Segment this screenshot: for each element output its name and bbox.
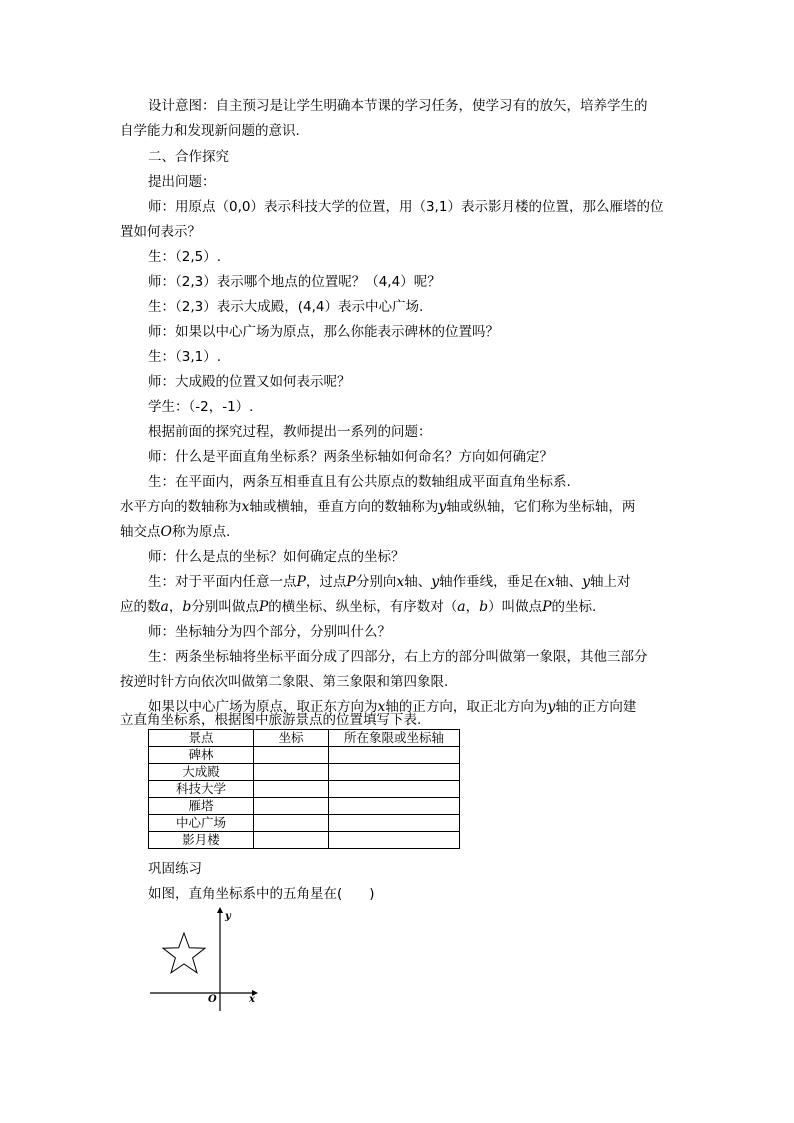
text-span: ， <box>168 599 183 615</box>
text-span: 轴或横轴，垂直方向的数轴称为 <box>249 499 439 515</box>
teacher-line-7: 师：坐标轴分为四个部分，分别叫什么？ <box>148 624 391 640</box>
var-b: b <box>479 599 489 615</box>
design-intent-line-1: 设计意图：自主预习是让学生明确本节课的学习任务，使学习有的放矢，培养学生的 <box>148 98 648 114</box>
table-cell-spot: 中心广场 <box>149 815 254 832</box>
star-shape <box>163 933 205 973</box>
table-cell-spot: 大成殿 <box>149 764 254 781</box>
text-span: 的横坐标、纵坐标，有序数对（ <box>268 599 458 615</box>
text-span: 轴作垂线，垂足在 <box>439 574 548 590</box>
var-x: x <box>547 574 556 590</box>
student-line-7b: 按逆时针方向依次叫做第二象限、第三象限和第四象限. <box>120 674 449 690</box>
text-span: 轴上对 <box>590 574 631 590</box>
text-span: 如果以中心广场为原点，取正东方向为 <box>148 699 378 715</box>
text-span: 轴、 <box>555 574 583 590</box>
practice-title: 巩固练习 <box>148 861 202 877</box>
var-b: b <box>182 599 192 615</box>
student-line-5b <box>120 497 635 517</box>
table-header-cell: 景点 <box>149 730 254 747</box>
var-a: a <box>457 599 466 615</box>
var-y: y <box>431 574 440 590</box>
table-header-cell: 所在象限或坐标轴 <box>329 730 460 747</box>
var-y: y <box>547 699 556 715</box>
table-row <box>149 798 460 815</box>
table-cell-empty <box>329 798 460 815</box>
section-title: 二、合作探究 <box>148 149 229 165</box>
teacher-line-5: 师：什么是平面直角坐标系？两条坐标轴如何命名？方向如何确定？ <box>148 449 553 465</box>
teacher-line-6: 师：什么是点的坐标？如何确定点的坐标？ <box>148 549 405 565</box>
practice-question: 如图，直角坐标系中的五角星在( ) <box>148 886 375 902</box>
intro-questions: 根据前面的探究过程，教师提出一系列的问题： <box>148 424 432 440</box>
scenic-spots-table <box>148 729 460 849</box>
student-line-2: 生：（2,3）表示大成殿，(4,4）表示中心广场. <box>148 299 424 315</box>
text-span: 轴的正方向建 <box>555 699 637 715</box>
var-y: y <box>438 499 447 515</box>
var-x: x <box>377 699 386 715</box>
var-O: O <box>160 524 172 540</box>
text-span: 轴或纵轴，它们称为坐标轴，两 <box>446 499 636 515</box>
var-x: x <box>241 499 250 515</box>
var-P: P <box>346 574 356 590</box>
table-cell-spot: 雁塔 <box>149 798 254 815</box>
text-span: ）叫做点 <box>488 599 543 615</box>
text-span: 轴交点 <box>120 524 161 540</box>
table-cell-empty <box>254 781 329 798</box>
x-axis-label: x <box>249 994 255 1005</box>
table-row <box>149 781 460 798</box>
var-P: P <box>542 599 552 615</box>
table-cell-empty <box>254 798 329 815</box>
table-cell-empty <box>254 815 329 832</box>
table-cell-empty <box>329 781 460 798</box>
table-cell-empty <box>329 764 460 781</box>
text-span: 轴、 <box>404 574 432 590</box>
var-P: P <box>258 599 269 615</box>
text-span: 分别向 <box>355 574 397 590</box>
var-y: y <box>582 574 590 590</box>
text-span: 轴的正方向，取正北方向为 <box>385 699 548 715</box>
teacher-line-1b: 置如何表示？ <box>120 224 201 240</box>
origin-label: O <box>208 994 217 1005</box>
student-line-6b <box>120 597 596 617</box>
text-span: 的坐标. <box>551 599 597 615</box>
teacher-line-1a: 师：用原点（0,0）表示科技大学的位置，用（3,1）表示影月楼的位置，那么雁塔的位 <box>148 199 664 215</box>
student-line-5a: 生：在平面内，两条互相垂直且有公共原点的数轴组成平面直角坐标系. <box>148 474 571 490</box>
y-axis-label: y <box>225 911 231 922</box>
text-span: 生：对于平面内任意一点 <box>148 574 297 590</box>
text-span: 分别叫做点 <box>191 599 259 615</box>
var-P: P <box>296 574 306 590</box>
table-cell-spot: 科技大学 <box>149 781 254 798</box>
coordinate-figure <box>148 903 268 1015</box>
design-intent-line-2: 自学能力和发现新问题的意识. <box>120 123 300 139</box>
table-cell-empty <box>254 832 329 849</box>
student-line-6a <box>148 572 631 592</box>
raise-question-heading: 提出问题： <box>148 174 216 190</box>
table-cell-empty <box>254 747 329 764</box>
teacher-line-3: 师：如果以中心广场为原点，那么你能表示碑林的位置吗？ <box>148 324 499 340</box>
text-span: 称为原点. <box>171 524 231 540</box>
teacher-line-2: 师：（2,3）表示哪个地点的位置呢？（4,4）呢？ <box>148 274 441 290</box>
teacher-line-4: 师：大成殿的位置又如何表示呢？ <box>148 374 351 390</box>
table-header-row <box>149 730 460 747</box>
table-cell-empty <box>329 747 460 764</box>
var-x: x <box>396 574 405 590</box>
task-line-2: 立直角坐标系，根据图中旅游景点的位置填写下表. <box>120 712 422 728</box>
var-a: a <box>160 599 169 615</box>
student-line-3: 生：（3,1）. <box>148 349 222 365</box>
table-cell-empty <box>329 832 460 849</box>
text-span: ，过点 <box>305 574 347 590</box>
y-axis-arrow <box>217 907 223 913</box>
text-span: 水平方向的数轴称为 <box>120 499 242 515</box>
student-line-5c <box>120 522 230 542</box>
table-row <box>149 832 460 849</box>
student-line-1: 生：（2,5）. <box>148 249 222 265</box>
student-line-7a: 生：两条坐标轴将坐标平面分成了四部分，右上方的部分叫做第一象限，其他三部分 <box>148 649 648 665</box>
text-span: ， <box>465 599 480 615</box>
text-span: 应的数 <box>120 599 161 615</box>
table-header-cell: 坐标 <box>254 730 329 747</box>
table-cell-spot: 碑林 <box>149 747 254 764</box>
table-cell-empty <box>254 764 329 781</box>
student-line-4: 学生：（-2，-1）. <box>148 399 254 415</box>
table-cell-empty <box>329 815 460 832</box>
table-row <box>149 764 460 781</box>
table-cell-spot: 影月楼 <box>149 832 254 849</box>
table-row <box>149 747 460 764</box>
table-row <box>149 815 460 832</box>
